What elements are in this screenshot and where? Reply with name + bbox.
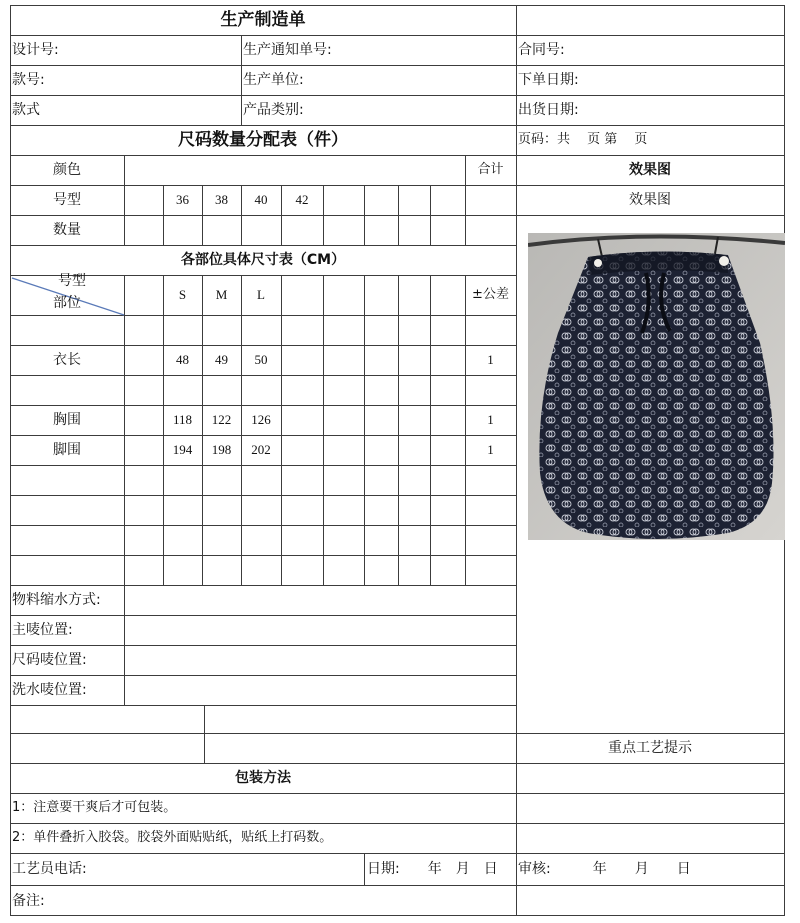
notes-label: 备注:: [12, 893, 45, 909]
order-date-label: 下单日期:: [518, 72, 579, 88]
key-process-title: 重点工艺提示: [608, 740, 692, 756]
measure-value: 49: [215, 352, 228, 367]
size-label: 号型: [53, 192, 81, 208]
size-cell: 42: [295, 192, 309, 207]
measure-size: M: [215, 287, 228, 302]
part-label: 衣长: [53, 352, 81, 368]
tolerance-value: 1: [487, 442, 494, 457]
diag-part-label: 部位: [53, 295, 81, 311]
size-label-position: 尺码唛位置:: [12, 652, 87, 668]
tolerance-label: ±公差: [472, 287, 509, 302]
measure-size: L: [257, 287, 265, 302]
style-no-label: 款号:: [12, 72, 45, 88]
color-label: 颜色: [53, 162, 81, 178]
design-no-label: 设计号:: [12, 42, 59, 58]
measure-value: 50: [254, 352, 268, 367]
tolerance-value: 1: [487, 412, 494, 427]
measure-table-title: 各部位具体尺寸表（CM）: [180, 252, 346, 268]
total-label: 合计: [477, 162, 504, 177]
measure-value: 118: [172, 412, 193, 427]
effect-title: 效果图: [629, 192, 671, 208]
phone-label: 工艺员电话:: [12, 861, 87, 877]
packing-title: 包装方法: [235, 770, 291, 786]
contract-no-label: 合同号:: [518, 42, 565, 58]
packing-line-1: 1：注意要干爽后才可包装。: [12, 800, 177, 815]
part-label: 胸围: [53, 412, 81, 428]
effect-image: [528, 233, 785, 540]
size-cell: 36: [176, 192, 189, 207]
page-info: 页码：共 页 第 页: [518, 132, 648, 147]
measure-value: 48: [176, 352, 189, 367]
diag-size-label: 号型: [58, 273, 86, 289]
ship-date-label: 出货日期:: [518, 102, 579, 118]
date-label: 日期: 年 月 日: [367, 861, 498, 877]
measure-value: 194: [172, 442, 193, 457]
factory-label: 生产单位:: [243, 72, 304, 88]
packing-line-2: 2：单件叠折入胶袋。胶袋外面贴贴纸，贴纸上打码数。: [12, 830, 333, 845]
notice-no-label: 生产通知单号:: [243, 42, 332, 58]
tolerance-value: 1: [487, 352, 494, 367]
part-label: 脚围: [53, 442, 81, 458]
effect-title-bold: 效果图: [629, 162, 671, 178]
style-label: 款式: [12, 102, 40, 118]
qty-table-title: 尺码数量分配表（件）: [178, 130, 348, 150]
measure-size: S: [178, 287, 187, 302]
measure-value: 122: [211, 412, 232, 427]
measure-value: 126: [251, 412, 271, 427]
size-cell: 38: [215, 192, 228, 207]
category-label: 产品类别:: [243, 102, 304, 118]
review-label: 审核: 年 月 日: [518, 861, 691, 877]
measure-value: 198: [211, 442, 232, 457]
qty-label: 数量: [53, 222, 81, 238]
main-label-position: 主唛位置:: [12, 622, 73, 638]
page-title: 生产制造单: [220, 10, 306, 30]
wash-label-position: 洗水唛位置:: [12, 682, 87, 698]
shrink-label: 物料缩水方式:: [12, 592, 101, 608]
size-cell: 40: [254, 192, 268, 207]
measure-value: 202: [251, 442, 271, 457]
